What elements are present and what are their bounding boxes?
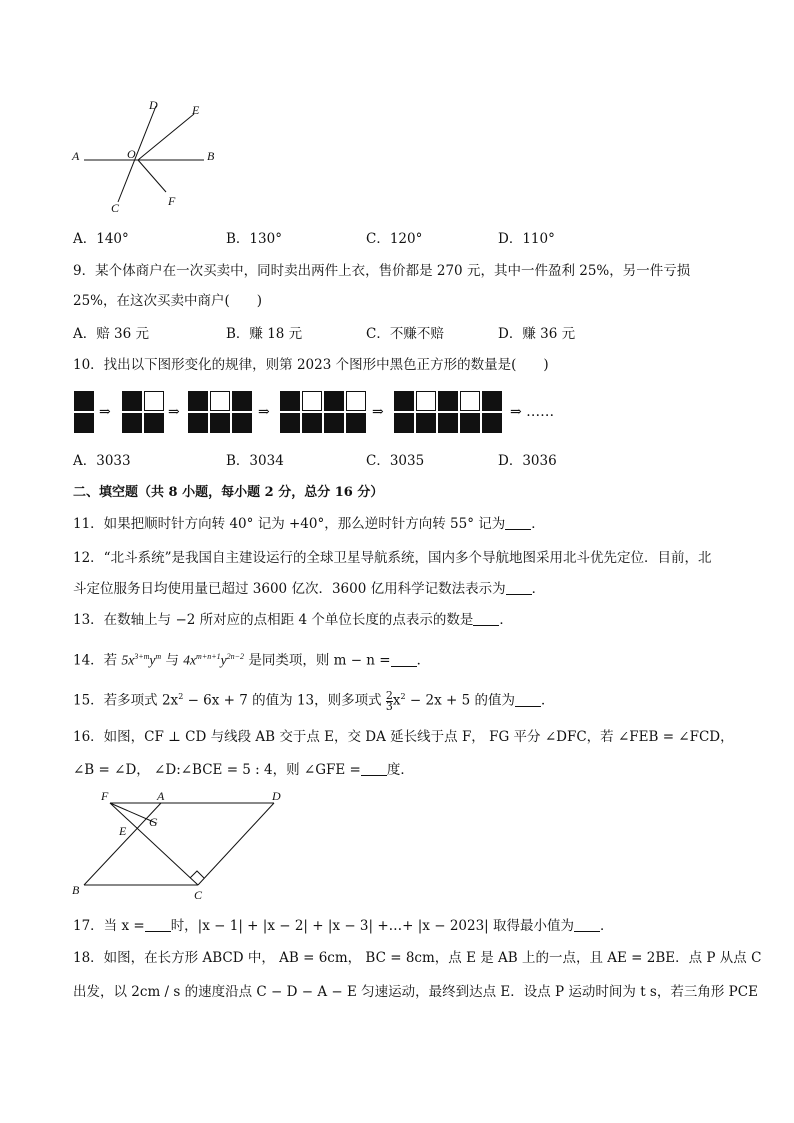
answer-blank xyxy=(473,613,499,626)
q14-text xyxy=(73,648,430,670)
square-black xyxy=(210,413,230,433)
answer-blank xyxy=(145,919,171,932)
square-black xyxy=(394,413,414,433)
fraction-denominator: 3 xyxy=(385,699,393,713)
q9-option-a: A．赔 36 元 xyxy=(73,326,150,342)
q9-option-c: C．不赚不赔 xyxy=(366,326,444,342)
square-black xyxy=(324,391,344,411)
q14-term1-y: y xyxy=(149,652,156,668)
q14-term1: 5x xyxy=(121,652,135,668)
q9-option-b: B．赚 18 元 xyxy=(226,326,303,342)
answer-blank xyxy=(506,582,532,595)
parallelogram-figure xyxy=(66,788,296,903)
square-white xyxy=(302,391,322,411)
label-d: D xyxy=(149,98,158,112)
q14-term2-yexp: 2n−2 xyxy=(226,652,245,661)
q15-mid2: x xyxy=(392,692,401,709)
square-black xyxy=(394,391,414,411)
label-a: A xyxy=(72,149,80,163)
q12-text-before: 斗定位服务日均使用量已超过 3600 亿次．3600 亿用科学记数法表示为 xyxy=(73,581,506,597)
label-o: O xyxy=(127,147,136,161)
q16-text-after: 度． xyxy=(386,762,414,778)
square-black xyxy=(232,413,252,433)
q16-text-line2 xyxy=(73,761,414,779)
answer-blank xyxy=(515,694,541,707)
square-black xyxy=(280,413,300,433)
square-black xyxy=(302,413,322,433)
q14-term2-y: y xyxy=(220,652,227,668)
section-title: 二、填空题（共 8 小题，每小题 2 分，总分 16 分） xyxy=(73,485,384,500)
q14-term1-exp: 3+m xyxy=(134,652,150,661)
q12-text-line2 xyxy=(73,580,545,598)
q8-option-d: D．110° xyxy=(498,231,555,247)
q10-text: 10．找出以下图形变化的规律，则第 2023 个图形中黑色正方形的数量是( ) xyxy=(73,357,549,373)
q17-text-after: ． xyxy=(600,918,614,934)
square-black xyxy=(74,391,94,411)
fraction-numerator: 2 xyxy=(385,688,393,702)
q14-term2-exp: m+n+1 xyxy=(196,652,221,661)
square-black xyxy=(460,413,480,433)
label-g: G xyxy=(149,815,158,829)
square-black xyxy=(416,413,436,433)
q13-text-after: ． xyxy=(499,612,513,628)
q15-sup2: 2 xyxy=(400,692,406,701)
label-e: E xyxy=(192,103,200,117)
q8-option-c: C．120° xyxy=(366,231,423,247)
label-d: D xyxy=(272,789,281,803)
q10-option-c: C．3035 xyxy=(366,453,425,469)
q11-text xyxy=(73,515,545,533)
label-b: B xyxy=(207,149,215,163)
q13-text xyxy=(73,611,513,629)
square-white xyxy=(210,391,230,411)
q15-mid3: − 2x + 5 的值为 xyxy=(405,692,516,709)
arrow: ⇒ xyxy=(99,404,111,420)
square-black xyxy=(280,391,300,411)
answer-blank xyxy=(505,517,531,530)
label-a: A xyxy=(157,789,165,803)
square-white xyxy=(460,391,480,411)
square-black xyxy=(144,413,164,433)
q14-end: ． xyxy=(416,652,431,669)
square-black xyxy=(188,391,208,411)
answer-blank xyxy=(391,654,417,667)
q8-option-b: B．130° xyxy=(226,231,282,247)
answer-blank xyxy=(361,763,387,776)
q17-text-before: 17．当 x = xyxy=(73,918,145,934)
q16-text-before: ∠B = ∠D， ∠D:∠BCE = 5 : 4，则 ∠GFE = xyxy=(73,762,361,778)
label-e: E xyxy=(119,824,127,838)
q14-term1-yexp: m xyxy=(155,652,162,661)
label-f: F xyxy=(101,789,109,803)
square-black xyxy=(122,413,142,433)
arrow-ellipsis: ⇒ …… xyxy=(510,404,555,420)
q14-prefix: 14．若 xyxy=(73,652,122,669)
q10-option-b: B．3034 xyxy=(226,453,284,469)
q12-text-after: ． xyxy=(531,581,546,597)
q15-end: ． xyxy=(541,692,555,709)
q18-text-line1: 18．如图，在长方形 ABCD 中， AB = 6cm， BC = 8cm，点 E 是 AB 上的一点，且 AE = 2BE．点 P 从点 C xyxy=(73,950,762,966)
q12-text-line1: 12．“北斗系统”是我国自主建设运行的全球卫星导航系统，国内多个导航地图采用北斗优先定位．目前，北 xyxy=(73,550,712,566)
label-c: C xyxy=(194,888,203,902)
square-black xyxy=(438,391,458,411)
q18-text-line2: 出发，以 2cm / s 的速度沿点 C − D − A − E 匀速运动，最终到达点 E．设点 P 运动时间为 t s，若三角形 PCE xyxy=(73,984,758,1000)
q9-text-line1: 9．某个体商户在一次买卖中，同时卖出两件上衣，售价都是 270 元，其中一件盈利 25%，另一件亏损 xyxy=(73,263,691,279)
angle-figure xyxy=(66,92,236,217)
q17-text xyxy=(73,917,614,935)
label-f: F xyxy=(168,194,176,208)
q14-term2: 4x xyxy=(183,652,197,668)
square-black xyxy=(482,413,502,433)
q17-text-mid: 时，|x − 1| + |x − 2| + |x − 3| +…+ |x − 2023| 取得最小值为 xyxy=(170,918,575,934)
square-black xyxy=(324,413,344,433)
q15-prefix: 15．若多项式 2x xyxy=(73,692,179,709)
arrow: ⇒ xyxy=(258,404,270,420)
square-black xyxy=(438,413,458,433)
q15-mid1: − 6x + 7 的值为 13，则多项式 xyxy=(183,692,386,709)
q15-sup: 2 xyxy=(178,692,184,701)
square-white xyxy=(144,391,164,411)
label-b: B xyxy=(72,883,80,897)
q8-option-a: A．140° xyxy=(73,231,129,247)
answer-blank xyxy=(574,919,600,932)
square-black xyxy=(482,391,502,411)
label-c: C xyxy=(111,201,120,215)
square-black xyxy=(74,413,94,433)
square-white xyxy=(416,391,436,411)
q11-text-before: 11．如果把顺时针方向转 40° 记为 +40°，那么逆时针方向转 55° 记为 xyxy=(73,516,506,532)
square-black xyxy=(122,391,142,411)
arrow: ⇒ xyxy=(168,404,180,420)
q9-text-line2: 25%，在这次买卖中商户( ) xyxy=(73,293,263,309)
q14-suffix: 是同类项，则 m − n = xyxy=(244,652,391,669)
q16-text-line1: 16．如图，CF ⊥ CD 与线段 AB 交于点 E，交 DA 延长线于点 F， FG 平分 ∠DFC，若 ∠FEB = ∠FCD， xyxy=(73,729,734,745)
q9-option-d: D．赚 36 元 xyxy=(498,326,576,342)
q15-fraction xyxy=(385,688,393,713)
square-black xyxy=(188,413,208,433)
arrow: ⇒ xyxy=(372,404,384,420)
square-black xyxy=(346,413,366,433)
q13-text-before: 13．在数轴上与 −2 所对应的点相距 4 个单位长度的点表示的数是 xyxy=(73,612,474,628)
q15-text xyxy=(73,688,555,712)
square-white xyxy=(346,391,366,411)
square-black xyxy=(232,391,252,411)
q10-option-d: D．3036 xyxy=(498,453,557,469)
q10-option-a: A．3033 xyxy=(73,453,131,469)
q11-text-after: ． xyxy=(531,516,545,532)
q14-mid: 与 xyxy=(161,652,184,669)
